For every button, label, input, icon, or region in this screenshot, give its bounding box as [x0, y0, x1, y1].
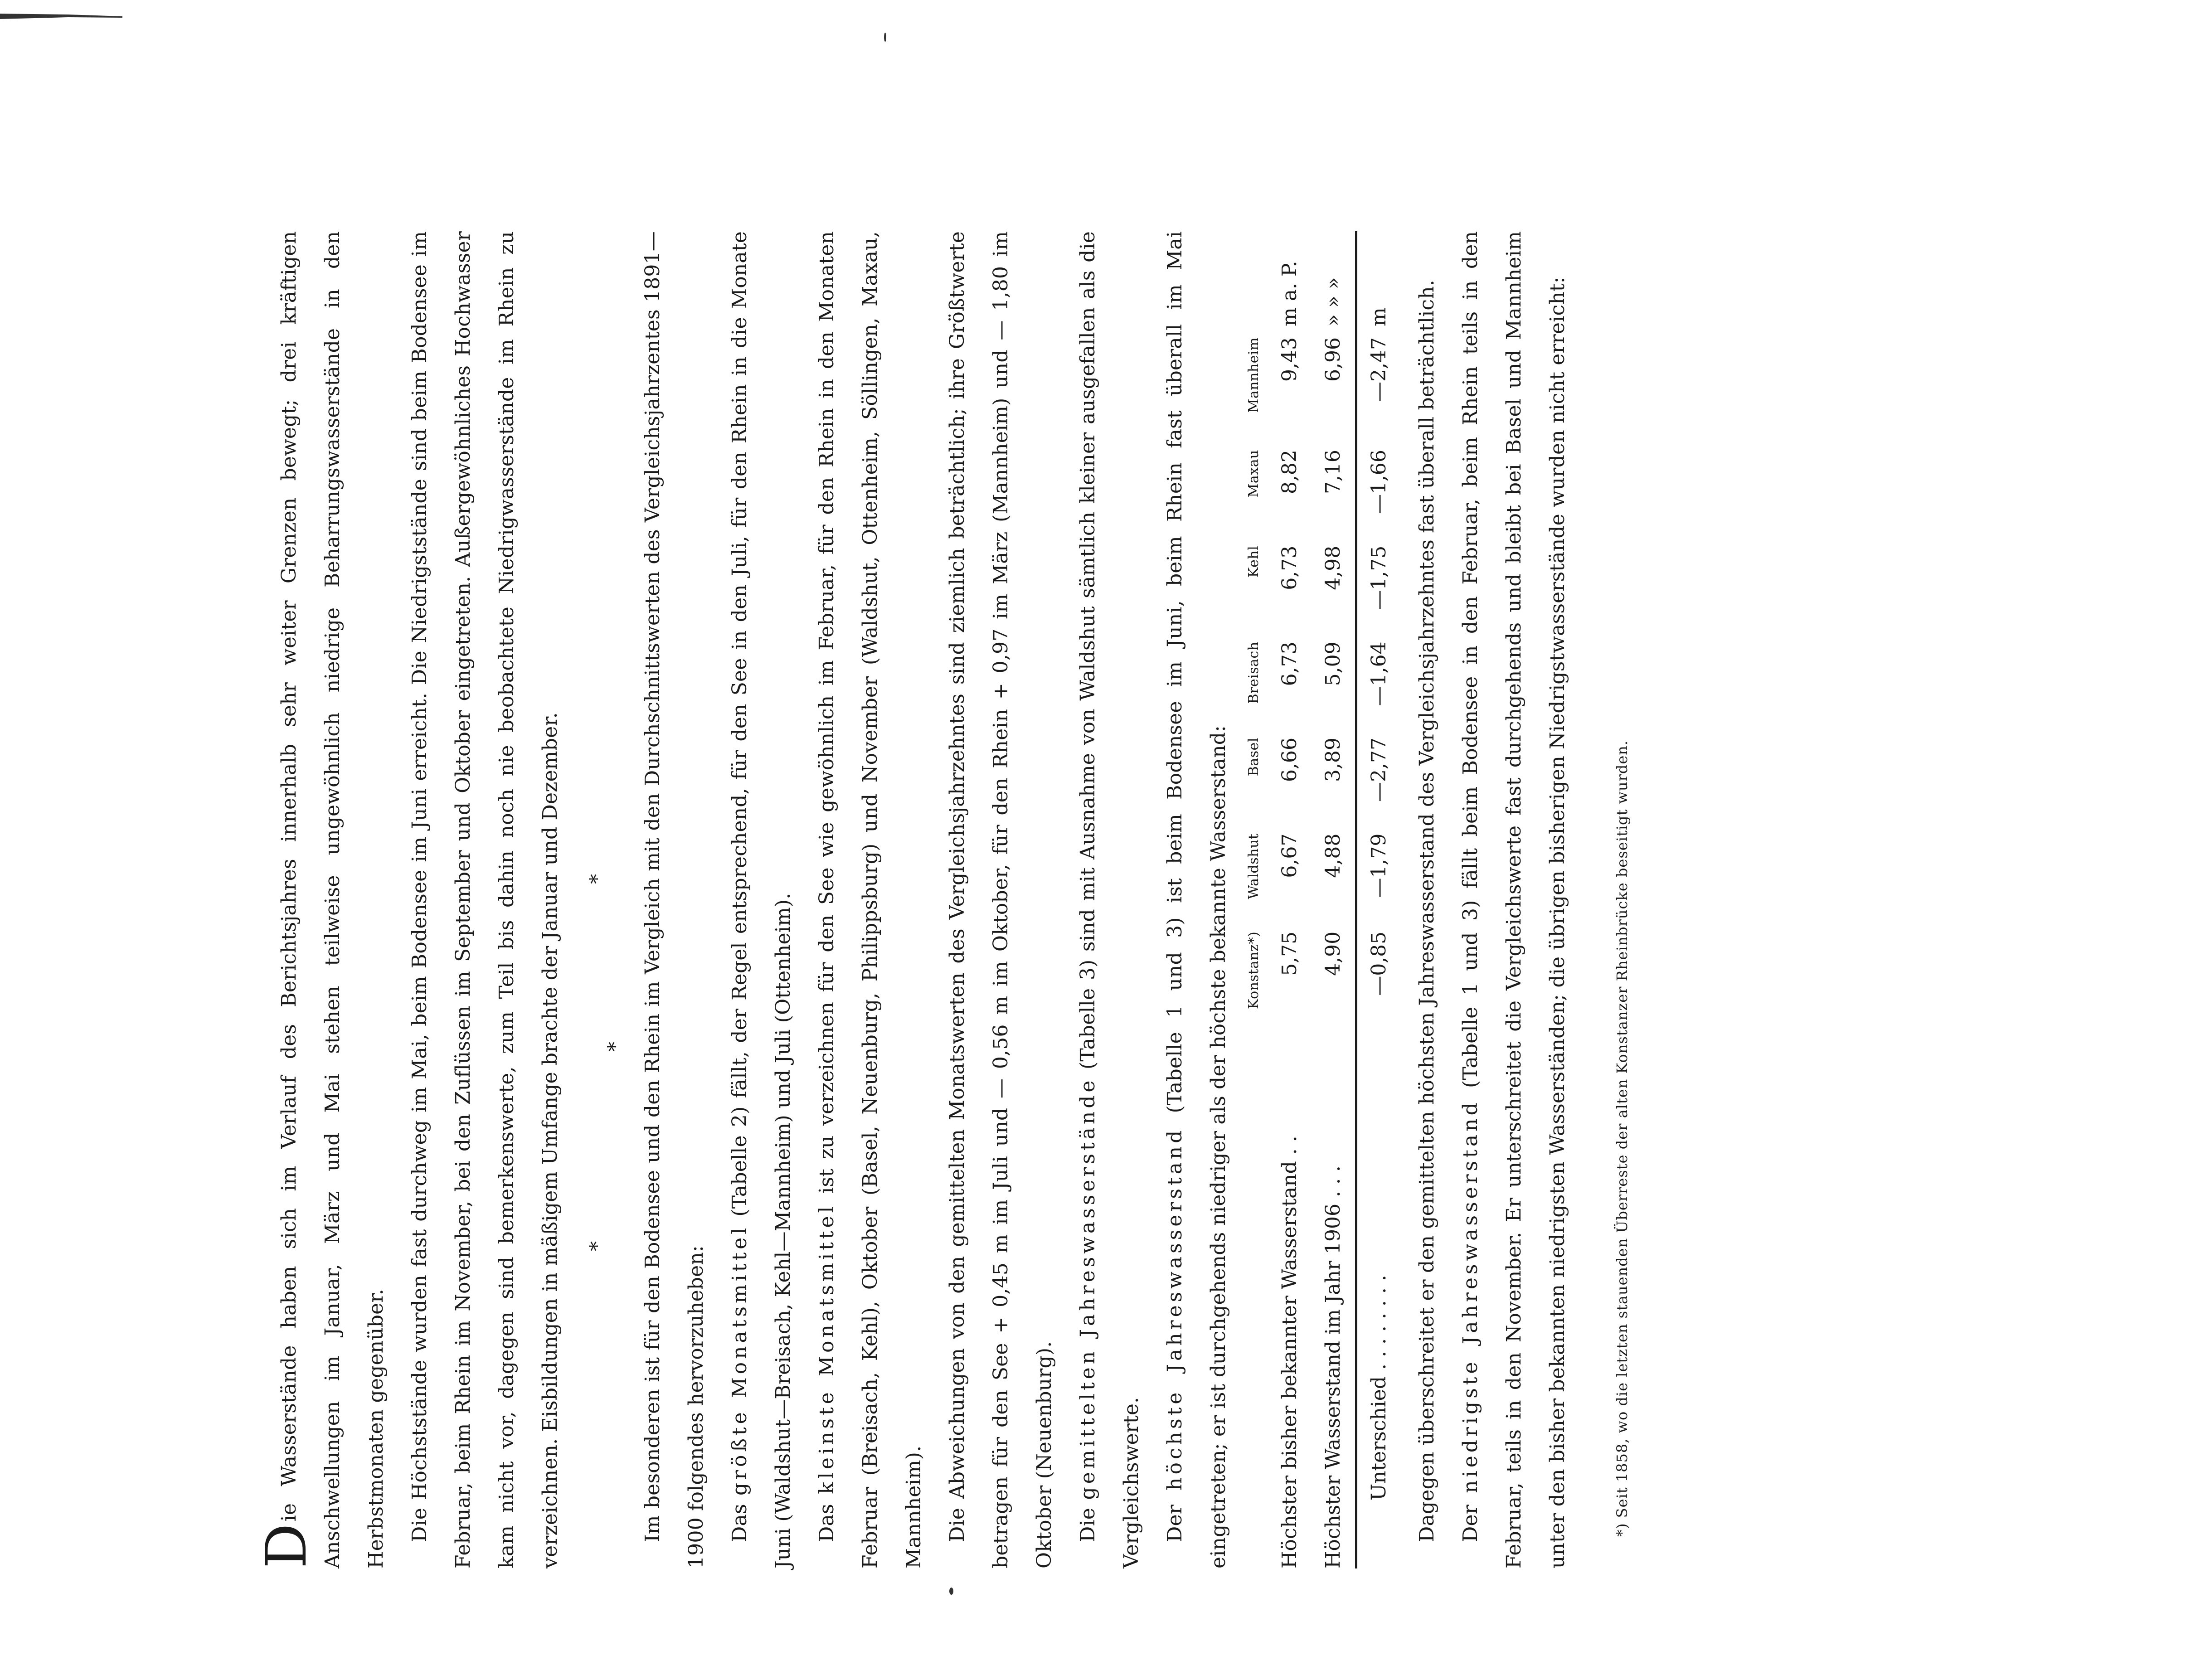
emphasis-term: höchste Jahreswasserstand	[1163, 1127, 1186, 1491]
table-cell: —2,77	[1356, 738, 1401, 834]
table-cell: 4,88	[1321, 833, 1345, 878]
table-header-cell: Maxau	[1246, 450, 1262, 498]
table-header-cell: Breisach	[1246, 641, 1262, 704]
scan-speck	[884, 33, 886, 42]
row-label: Höchster bisher bekannter Wasserstand . .	[1278, 1136, 1301, 1568]
section-separator	[572, 231, 631, 1568]
paragraph-mean-annual: Die gemittelten Jahreswasserstände (Tabelle 3) sind mit Ausnahme von Waldshut sämtlich kleiner ausgefallen als die Vergleichswerte.	[1076, 231, 1143, 1568]
row-unit: m a. P.	[1278, 261, 1301, 326]
separator-star: *	[586, 874, 609, 884]
table-header-cell: Waldshut	[1246, 833, 1262, 899]
footnote: *) Seit 1858, wo die letzten stauenden Überreste der alten Konstanzer Rheinbrücke beseitigt wurden.	[1613, 740, 1631, 1537]
table-cell: 7,16	[1321, 450, 1345, 495]
row-label: Höchster Wasserstand im Jahr 1906 . . .	[1321, 1165, 1345, 1568]
table-cell: 3,89	[1321, 738, 1345, 782]
row-label: Unterschied . . . . . . . .	[1356, 1047, 1401, 1568]
table-header-cell: Mannheim	[1246, 337, 1262, 413]
table-cell: 6,73	[1278, 641, 1301, 686]
table-header-cell: Konstanz*)	[1246, 931, 1262, 1009]
paragraph-exceeds-mean: Dagegen überschreitet er den gemittelten höchsten Jahreswasserstand des Vergleichsjahrzehntes fast überall beträchtlich.	[1415, 280, 1438, 1542]
emphasis-term: gemittelten Jahreswasserstände	[1076, 1077, 1099, 1500]
table-cell: 9,43	[1278, 337, 1301, 382]
table-cell: —2,47	[1356, 337, 1401, 450]
table-header-cell: Basel	[1246, 738, 1262, 777]
row-unit: » » »	[1321, 277, 1345, 326]
paragraph-lowest-annual: Der niedrigste Jahreswasserstand (Tabelle 1 und 3) fällt beim Bodensee in den Februar, beim Rhein teils in den Februar, teils in den November. Er unterschreitet die Vergleichswerte fast durchgehends und bleibt bei Basel und Mannheim unter den bisher bekannten niedrigsten Wasserständen; die übrigen bisherigen Niedrigstwasserstände wurden nicht erreicht:	[1459, 231, 1569, 1568]
paragraph-extremes: Die Höchststände wurden fast durchweg im Mai, beim Bodensee im Juni erreicht. Die Niedrigststände sind beim Bodensee im Februar, beim Rhein im November, bei den Zuflüssen im September und Oktober eingetreten. Außergewöhnliches Hochwasser kam nicht vor, dagegen sind bemerkenswerte, zum Teil bis dahin noch nie beobachtete Niedrigwasserstände im Rhein zu verzeichnen. Eisbildungen in mäßigem Umfange brachte der Januar und Dezember.	[408, 231, 562, 1568]
table-cell: —1,66	[1356, 450, 1401, 546]
table-cell: —1,64	[1356, 641, 1401, 738]
emphasis-term: niedrigste Jahreswasserstand	[1459, 1099, 1482, 1493]
paragraph-comparison: Im besonderen ist für den Bodensee und den Rhein im Vergleich mit den Durchschnittswerten des Vergleichsjahrzentes 1891—1900 folgendes hervorzuheben:	[641, 231, 708, 1568]
table-cell: 5,09	[1321, 641, 1345, 686]
table-cell: —1,79	[1356, 834, 1401, 932]
paragraph-highest-annual: Der höchste Jahreswasserstand (Tabelle 1 und 3) ist beim Bodensee im Juni, beim Rhein fast überall im Mai eingetreten; er ist durchgehends niedriger als der höchste bekannte Wasserstand:	[1163, 231, 1230, 1568]
drop-cap: D	[254, 1523, 319, 1568]
table-cell: 8,82	[1278, 450, 1301, 495]
paragraph-smallest-monthly-mean: Das kleinste Monatsmittel ist zu verzeichnen für den See wie gewöhnlich im Februar, für den Rhein in den Monaten Februar (Breisach, Kehl), Oktober (Basel, Neuenburg, Philippsburg) und November (Waldshut, Ottenheim, Söllingen, Maxau, Mannheim).	[815, 231, 925, 1568]
row-unit: m	[1356, 231, 1401, 337]
rotated-page	[254, 231, 1673, 1568]
table-row	[1268, 231, 1312, 1568]
table-header-label	[1246, 1047, 1268, 1568]
water-level-table	[1246, 231, 1401, 1568]
emphasis-term: kleinste Monatsmittel	[815, 1203, 838, 1494]
scan-edge-mark	[0, 10, 122, 22]
scan-speck	[949, 1588, 953, 1595]
table-cell: 4,98	[1321, 545, 1345, 590]
table-cell: 5,75	[1278, 931, 1301, 976]
table-header-row	[1246, 231, 1268, 1568]
separator-star: *	[604, 1042, 627, 1052]
table-cell: —0,85	[1356, 932, 1401, 1047]
table-cell: 6,66	[1278, 738, 1301, 782]
table-cell: 6,67	[1278, 833, 1301, 878]
table-row-difference	[1356, 231, 1401, 1568]
table-header-unit	[1246, 231, 1268, 337]
emphasis-term: größte Monatsmittel	[728, 1224, 751, 1496]
paragraph-intro	[254, 231, 398, 1568]
separator-star: *	[586, 1241, 609, 1251]
table-cell: 6,73	[1278, 545, 1301, 590]
paragraph-deviations: Die Abweichungen von den gemittelten Monatswerten des Vergleichsjahrzehntes sind ziemlich beträchtlich; ihre Größtwerte betragen für den See + 0,45 m im Juli und — 0,56 m im Oktober, für den Rhein + 0,97 im März (Mannheim) und — 1,80 im Oktober (Neuenburg).	[946, 231, 1056, 1568]
paragraph-intro-text: ie Wasserstände haben sich im Verlauf des Berichtsjahres innerhalb sehr weiter Grenzen bewegt; drei kräftigen Anschwellungen im Januar, März und Mai stehen teilweise ungewöhnlich niedrige Beharrungswasserstände in den Herbstmonaten gegenüber.	[277, 231, 388, 1568]
paragraph-largest-monthly-mean: Das größte Monatsmittel (Tabelle 2) fällt, der Regel entsprechend, für den See in den Juli, für den Rhein in die Monate Juni (Waldshut—Breisach, Kehl—Mannheim) und Juli (Ottenheim).	[728, 231, 795, 1568]
table-row	[1312, 231, 1356, 1568]
table-cell: 4,90	[1321, 931, 1345, 976]
table-header-cell: Kehl	[1246, 545, 1262, 578]
table-cell: 6,96	[1321, 337, 1345, 382]
table-cell: —1,75	[1356, 546, 1401, 642]
